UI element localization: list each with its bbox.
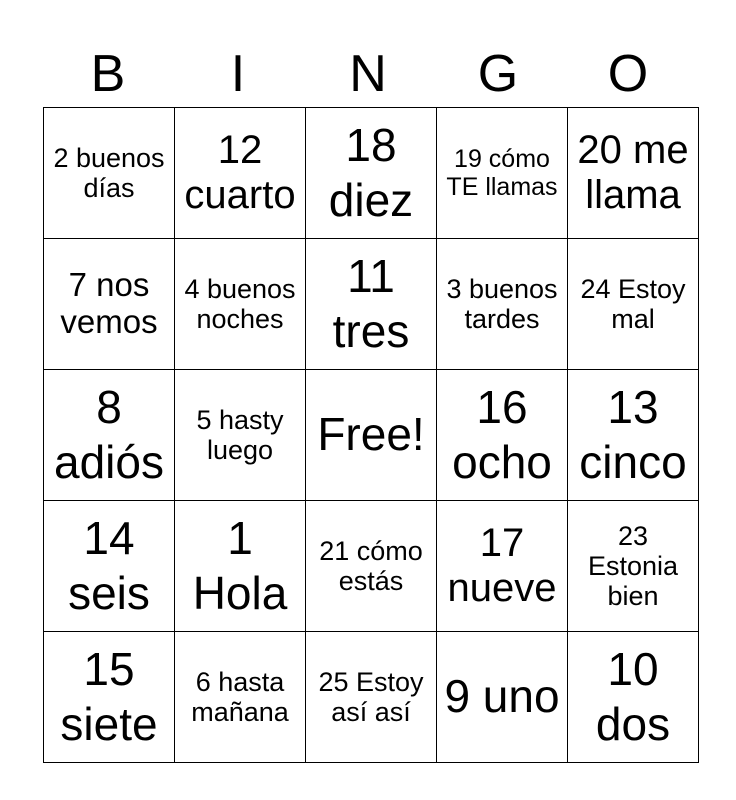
bingo-cell-text: 3 buenos tardes [446,273,558,334]
bingo-cell-text: 13 cinco [579,380,687,488]
bingo-cell-text: Free! [317,408,425,461]
bingo-cell-text: 16 ocho [452,380,552,488]
bingo-cell-text: 12 cuarto [184,128,296,217]
bingo-cell[interactable] [44,239,175,370]
bingo-cell[interactable] [175,370,306,501]
bingo-cell-text: 10 dos [595,642,671,750]
bingo-header [43,40,693,108]
bingo-cell-text: 11 tres [332,249,410,357]
bingo-cell[interactable] [568,239,699,370]
bingo-cell-text: 20 me llama [577,128,689,217]
bingo-cell[interactable] [44,370,175,501]
bingo-cell[interactable] [568,501,699,632]
bingo-cell-text: 6 hasta mañana [191,666,289,727]
bingo-cell[interactable] [44,501,175,632]
bingo-row [44,501,699,632]
header-letter-o: O [607,45,649,103]
bingo-cell[interactable] [437,370,568,501]
bingo-cell[interactable] [437,501,568,632]
bingo-cell[interactable] [306,632,437,763]
bingo-row [44,239,699,370]
bingo-cell-text: 19 cómo TE llamas [446,145,558,201]
bingo-row [44,632,699,763]
bingo-cell-text: 15 siete [60,642,158,750]
header-letter-b: B [90,45,126,103]
bingo-cell-text: 5 hasty luego [196,404,284,465]
header-letter-i: I [230,45,246,103]
bingo-cell[interactable] [175,108,306,239]
bingo-row [44,108,699,239]
bingo-cell[interactable] [568,108,699,239]
bingo-cell-text: 8 adiós [54,380,164,488]
bingo-cell[interactable] [306,108,437,239]
bingo-cell-text: 2 buenos días [53,142,165,203]
bingo-cell[interactable] [568,370,699,501]
bingo-cell-text: 21 cómo estás [319,535,423,596]
bingo-cell[interactable] [306,239,437,370]
bingo-cell[interactable] [306,501,437,632]
bingo-cell[interactable] [175,632,306,763]
bingo-cell-text: 1 Hola [192,511,288,619]
bingo-cell-text: 14 seis [68,511,150,619]
bingo-cell[interactable] [175,239,306,370]
bingo-cell-text: 25 Estoy así así [318,666,424,727]
header-letter-n: N [349,45,387,103]
bingo-cell-text: 9 uno [444,670,560,723]
bingo-cell[interactable] [44,108,175,239]
header-letter-g: G [477,45,519,103]
bingo-row [44,370,699,501]
bingo-cell[interactable] [437,239,568,370]
bingo-cell-text: 23 Estonia bien [587,520,679,612]
bingo-cell-text: 17 nueve [447,521,557,610]
bingo-card-grid [43,107,699,763]
bingo-cell[interactable] [44,632,175,763]
bingo-free-space[interactable] [306,370,437,501]
bingo-cell[interactable] [175,501,306,632]
bingo-cell-text: 7 nos vemos [60,266,158,340]
bingo-cell[interactable] [437,632,568,763]
bingo-cell-text: 18 diez [328,118,414,226]
bingo-cell[interactable] [437,108,568,239]
bingo-cell-text: 4 buenos noches [184,273,296,334]
bingo-cell[interactable] [568,632,699,763]
bingo-cell-text: 24 Estoy mal [580,273,686,334]
